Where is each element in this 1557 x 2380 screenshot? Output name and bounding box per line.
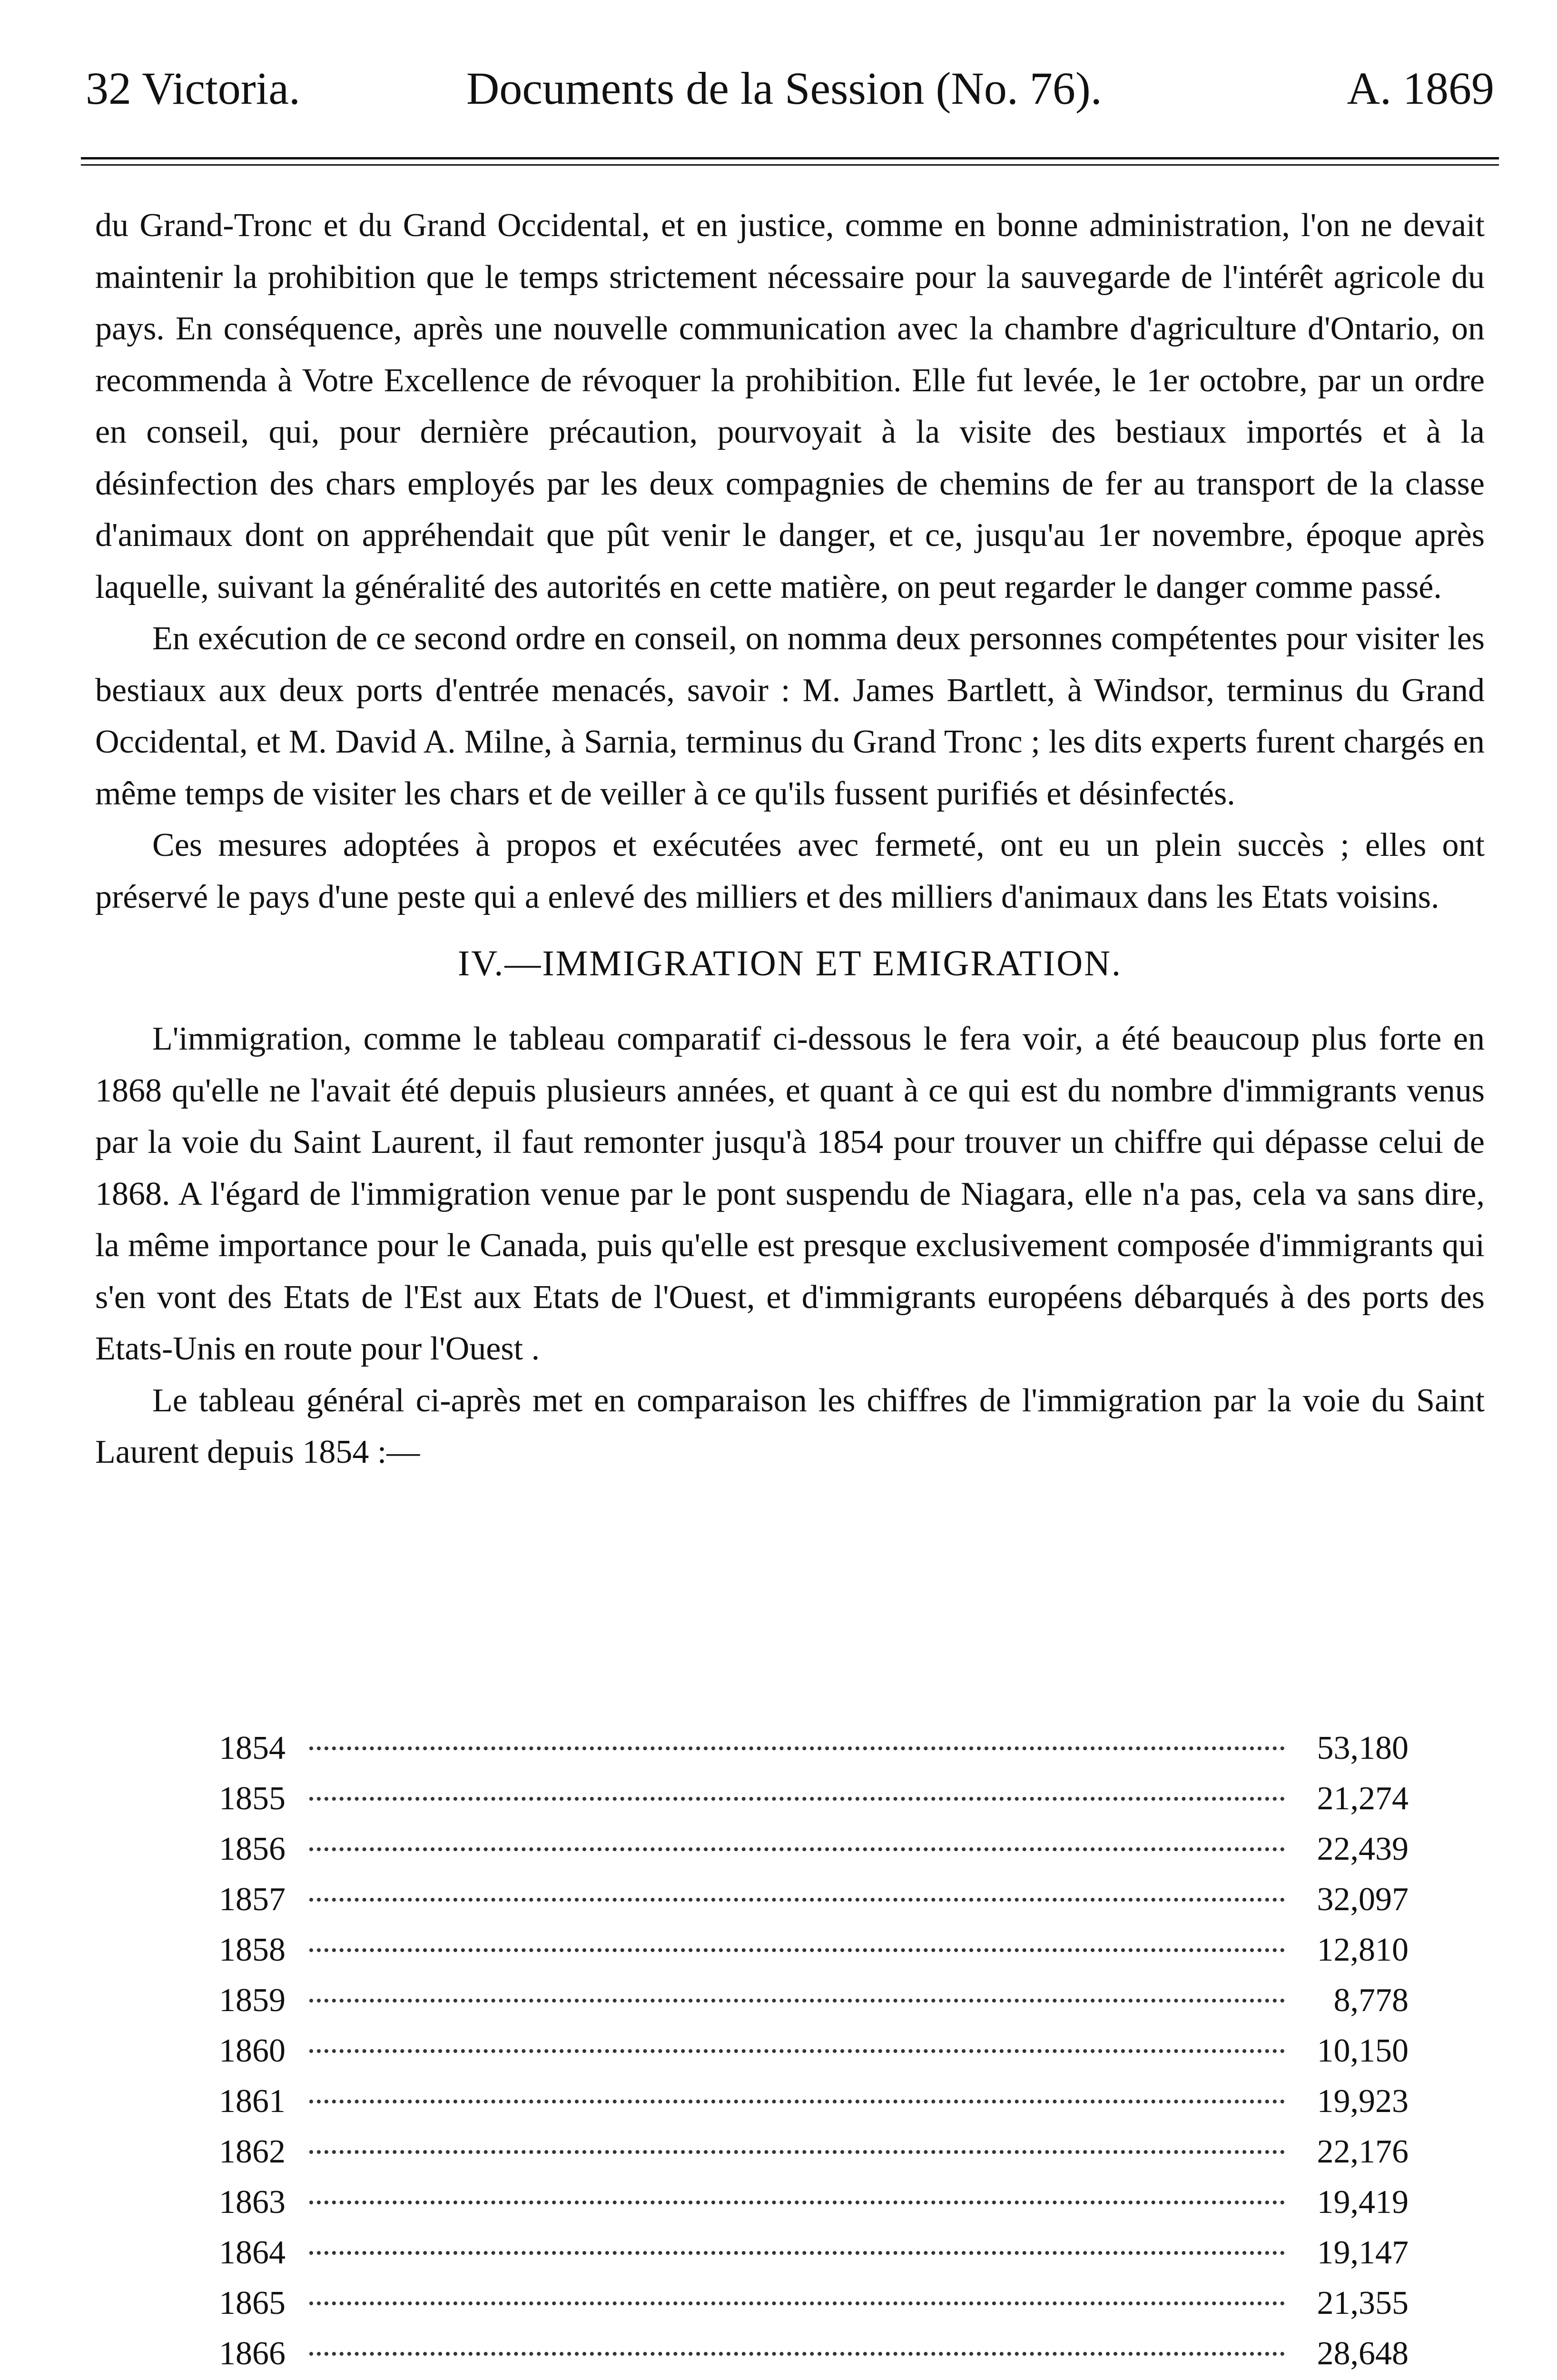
- dot-leader: [309, 2251, 1285, 2255]
- value-cell: 19,923: [1317, 2083, 1409, 2120]
- header-center: Documents de la Session (No. 76).: [466, 63, 1102, 114]
- year-cell: 1859: [219, 1982, 286, 2019]
- year-cell: 1863: [219, 2184, 286, 2221]
- header-left: 32 Victoria.: [86, 63, 301, 114]
- table-row: [219, 2026, 1409, 2076]
- value-cell: 22,176: [1317, 2133, 1409, 2170]
- year-cell: 1857: [219, 1881, 286, 1918]
- table-row: [219, 2127, 1409, 2177]
- paragraph-3: Ces mesures adoptées à propos et exécutées avec fermeté, ont eu un plein succès ; elles ont préservé le pays d'une peste qui a enlevé des milliers et des milliers d'animaux dans les Etats voisins.: [95, 827, 1485, 915]
- year-cell: 1865: [219, 2285, 286, 2321]
- dot-leader: [309, 1847, 1285, 1851]
- dot-leader: [309, 2100, 1285, 2103]
- page-header: [86, 62, 1494, 133]
- year-cell: 1854: [219, 1730, 286, 1766]
- table-row: [219, 1874, 1409, 1925]
- paragraph-1: du Grand-Tronc et du Grand Occidental, et en justice, comme en bonne administration, l'on ne devait maintenir la prohibition que le temps strictement nécessaire pour la sauvegarde de l'intérêt agricole du pays. En conséquence, après une nouvelle communication avec la chambre d'agriculture d'Ontario, on recommenda à Votre Excellence de révoquer la prohibition. Elle fut levée, le 1er octobre, par un ordre en conseil, qui, pour dernière précaution, pourvoyait à la visite des bestiaux importés et à la désinfection des chars employés par les deux compagnies de chemins de fer au transport de la classe d'animaux dont on appréhendait que pût venir le danger, et ce, jusqu'au 1er novembre, époque après laquelle, suivant la généralité des autorités en cette matière, on peut regarder le danger comme passé.: [95, 207, 1485, 605]
- value-cell: 21,355: [1317, 2285, 1409, 2321]
- value-cell: 28,648: [1317, 2335, 1409, 2372]
- year-cell: 1864: [219, 2234, 286, 2271]
- year-cell: 1866: [219, 2335, 286, 2372]
- header-rule-top: [81, 157, 1499, 159]
- table-row: [219, 2278, 1409, 2329]
- value-cell: 32,097: [1317, 1881, 1409, 1918]
- paragraph-2: En exécution de ce second ordre en conseil, on nomma deux personnes compétentes pour visiter les bestiaux aux deux ports d'entrée menacés, savoir : M. James Bartlett, à Windsor, terminus du Grand Occidental, et M. David A. Milne, à Sarnia, terminus du Grand Tronc ; les dits experts furent chargés en même temps de visiter les chars et de veiller à ce qu'ils fussent purifiés et désinfectés.: [95, 620, 1485, 812]
- value-cell: 53,180: [1317, 1730, 1409, 1766]
- value-cell: 22,439: [1317, 1831, 1409, 1867]
- dot-leader: [309, 2150, 1285, 2154]
- dot-leader: [309, 1797, 1285, 1801]
- value-cell: 19,419: [1317, 2184, 1409, 2221]
- body-text: [95, 200, 1485, 1478]
- year-cell: 1861: [219, 2083, 286, 2120]
- dot-leader: [309, 2049, 1285, 2053]
- header-right: A. 1869: [1347, 63, 1494, 114]
- dot-leader: [309, 2352, 1285, 2356]
- value-cell: 12,810: [1317, 1932, 1409, 1968]
- paragraph-4: L'immigration, comme le tableau comparatif ci-dessous le fera voir, a été beaucoup plus forte en 1868 qu'elle ne l'avait été depuis plusieurs années, et quant à ce qui est du nombre d'immigrants venus par la voie du Saint Laurent, il faut remonter jusqu'à 1854 pour trouver un chiffre qui dépasse celui de 1868. A l'égard de l'immigration venue par le pont suspendu de Niagara, elle n'a pas, cela va sans dire, la même importance pour le Canada, puis qu'elle est presque exclusivement composée d'immigrants qui s'en vont des Etats de l'Est aux Etats de l'Ouest, et d'immigrants européens débarqués à des ports des Etats-Unis en route pour l'Ouest .: [95, 1021, 1485, 1367]
- year-cell: 1860: [219, 2033, 286, 2069]
- paragraph-5: Le tableau général ci-après met en comparaison les chiffres de l'immigration par la voie du Saint Laurent depuis 1854 :—: [95, 1382, 1485, 1470]
- header-rule-bottom: [81, 164, 1499, 166]
- section-title: IV.—IMMIGRATION ET EMIGRATION.: [457, 943, 1123, 983]
- table-row: [219, 2076, 1409, 2127]
- table-row: [219, 2177, 1409, 2228]
- table-row: [219, 2228, 1409, 2278]
- year-cell: 1862: [219, 2133, 286, 2170]
- dot-leader: [309, 1999, 1285, 2003]
- year-cell: 1856: [219, 1831, 286, 1867]
- table-row: [219, 1824, 1409, 1874]
- value-cell: 21,274: [1317, 1780, 1409, 1817]
- dot-leader: [309, 1948, 1285, 1952]
- table-row: [219, 2329, 1409, 2379]
- value-cell: 10,150: [1317, 2033, 1409, 2069]
- dot-leader: [309, 2301, 1285, 2305]
- table-row: [219, 1925, 1409, 1975]
- dot-leader: [309, 2201, 1285, 2204]
- year-cell: 1858: [219, 1932, 286, 1968]
- immigration-table: [219, 1723, 1409, 2380]
- value-cell: 19,147: [1317, 2234, 1409, 2271]
- dot-leader: [309, 1898, 1285, 1902]
- dot-leader: [309, 1746, 1285, 1750]
- table-row: [219, 1774, 1409, 1824]
- value-cell: 8,778: [1333, 1982, 1409, 2019]
- table-row: [219, 1723, 1409, 1774]
- year-cell: 1855: [219, 1780, 286, 1817]
- table-row: [219, 1975, 1409, 2026]
